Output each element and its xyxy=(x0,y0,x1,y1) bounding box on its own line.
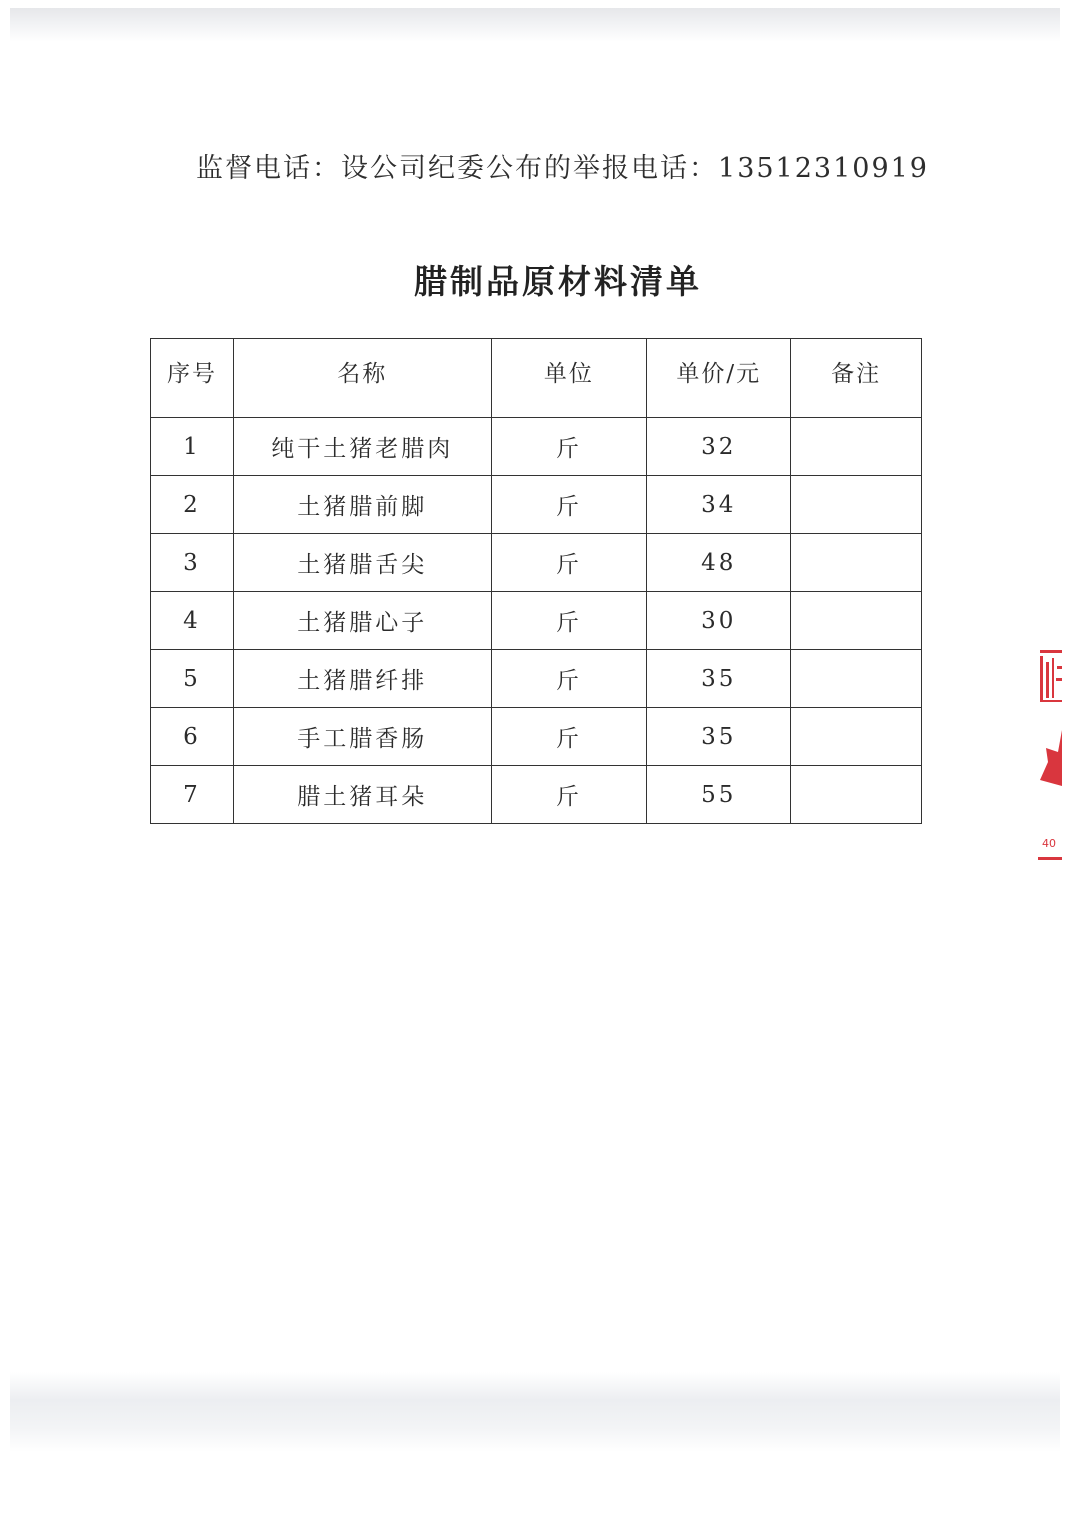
table-row xyxy=(151,534,922,592)
cell-note xyxy=(791,476,922,534)
cell-seq: 5 xyxy=(151,650,234,708)
table-header-row xyxy=(151,339,922,418)
header-price: 单价/元 xyxy=(647,339,791,418)
cell-unit: 斤 xyxy=(491,592,647,650)
cell-note xyxy=(791,418,922,476)
header-unit: 单位 xyxy=(491,339,647,418)
cell-seq: 1 xyxy=(151,418,234,476)
cell-unit: 斤 xyxy=(491,418,647,476)
cell-seq: 4 xyxy=(151,592,234,650)
cell-seq: 2 xyxy=(151,476,234,534)
cell-note xyxy=(791,592,922,650)
table-row xyxy=(151,708,922,766)
materials-table xyxy=(150,338,922,824)
table-row xyxy=(151,592,922,650)
seal-number-text: 40 xyxy=(1042,837,1056,850)
cell-price: 35 xyxy=(647,650,791,708)
cell-unit: 斤 xyxy=(491,650,647,708)
cell-note xyxy=(791,650,922,708)
table-row xyxy=(151,476,922,534)
red-seal-fragment-icon xyxy=(1036,648,1062,868)
cell-seq: 7 xyxy=(151,766,234,824)
scan-shadow-top xyxy=(10,8,1060,42)
cell-note xyxy=(791,766,922,824)
table-row xyxy=(151,766,922,824)
cell-seq: 6 xyxy=(151,708,234,766)
cell-name: 腊土猪耳朵 xyxy=(233,766,491,824)
cell-name: 土猪腊纤排 xyxy=(233,650,491,708)
cell-unit: 斤 xyxy=(491,476,647,534)
cell-price: 55 xyxy=(647,766,791,824)
cell-price: 30 xyxy=(647,592,791,650)
document-title: 腊制品原材料清单 xyxy=(414,262,702,301)
cell-price: 48 xyxy=(647,534,791,592)
supervision-phone-line: 监督电话：设公司纪委公布的举报电话：13512310919 xyxy=(196,153,929,184)
header-seq: 序号 xyxy=(151,339,234,418)
cell-name: 土猪腊舌尖 xyxy=(233,534,491,592)
cell-unit: 斤 xyxy=(491,708,647,766)
cell-note xyxy=(791,708,922,766)
scan-shadow-bottom xyxy=(10,1372,1060,1452)
cell-name: 手工腊香肠 xyxy=(233,708,491,766)
cell-note xyxy=(791,534,922,592)
cell-name: 土猪腊前脚 xyxy=(233,476,491,534)
cell-price: 34 xyxy=(647,476,791,534)
header-note: 备注 xyxy=(791,339,922,418)
cell-price: 35 xyxy=(647,708,791,766)
header-name: 名称 xyxy=(233,339,491,418)
cell-name: 土猪腊心子 xyxy=(233,592,491,650)
cell-name: 纯干土猪老腊肉 xyxy=(233,418,491,476)
cell-unit: 斤 xyxy=(491,766,647,824)
cell-unit: 斤 xyxy=(491,534,647,592)
table-row xyxy=(151,650,922,708)
cell-seq: 3 xyxy=(151,534,234,592)
cell-price: 32 xyxy=(647,418,791,476)
table-row xyxy=(151,418,922,476)
